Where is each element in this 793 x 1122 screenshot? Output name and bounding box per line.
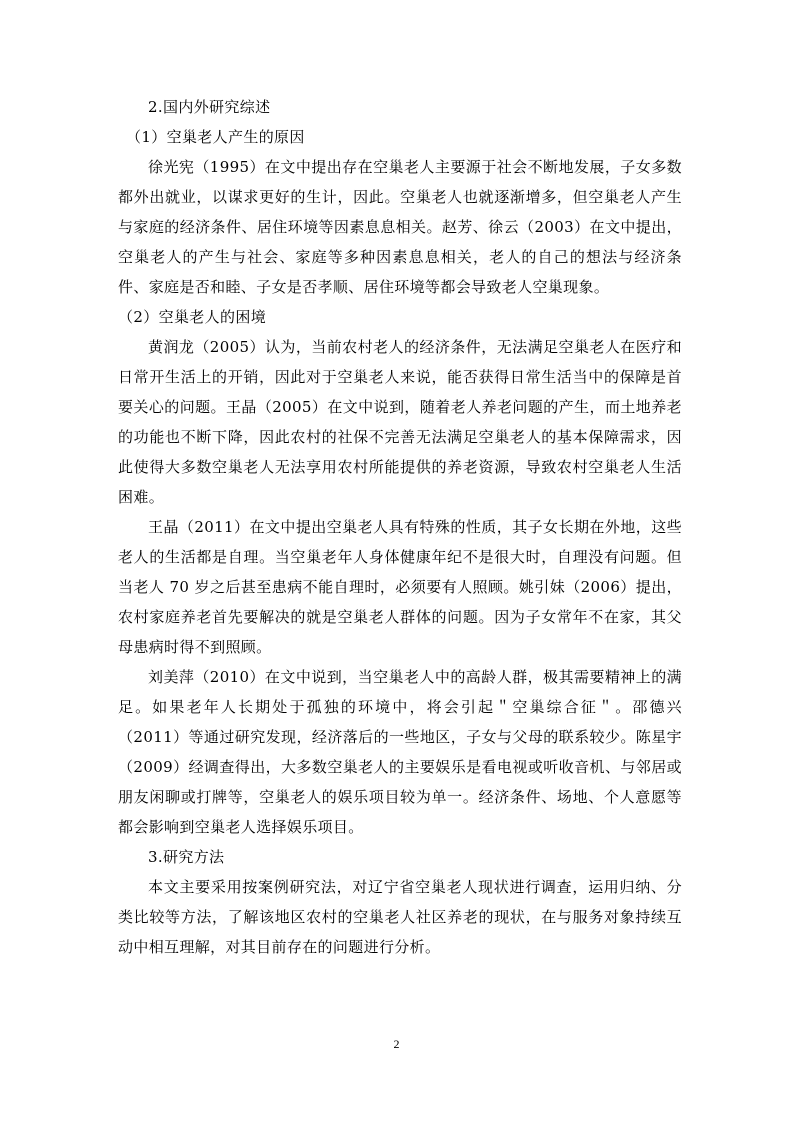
paragraph-economic-difficulty: 黄润龙（2005）认为，当前农村老人的经济条件，无法满足空巢老人在医疗和日常开生活上的开销，因此对于空巢老人来说，能否获得日常生活当中的保障是首要关心的问题。王晶（2005）在文中说到，随着老人养老问题的产生，而土地养老的功能也不断下降，因此农村的社保不完善无法满足空巢老人的基本保障需求，因此使得大多数空巢老人无法享用农村所能提供的养老资源，导致农村空巢老人生活困难。	[118, 338, 682, 506]
paragraph-spiritual-needs: 刘美萍（2010）在文中说到，当空巢老人中的高龄人群，极其需要精神上的满足。如果老年人长期处于孤独的环境中，将会引起＂空巢综合征＂。邵德兴（2011）等通过研究发现，经济落后的一些地区，子女与父母的联系较少。陈星宇（2009）经调查得出，大多数空巢老人的主要娱乐是看电视或听收音机、与邻居或朋友闲聊或打牌等，空巢老人的娱乐项目较为单一。经济条件、场地、个人意愿等都会影响到空巢老人选择娱乐项目。	[118, 668, 682, 836]
page-body	[118, 92, 682, 962]
paragraph-causes: 徐光宪（1995）在文中提出存在空巢老人主要源于社会不断地发展，子女多数都外出就业，以谋求更好的生计，因此。空巢老人也就逐渐增多，但空巢老人产生与家庭的经济条件、居住环境等因素息息相关。赵芳、徐云（2003）在文中提出，空巢老人的产生与社会、家庭等多种因素息息相关，老人的自己的想法与经济条件、家庭是否和睦、子女是否孝顺、居住环境等都会导致老人空巢现象。	[118, 158, 682, 296]
subsection-heading-difficulties: （2）空巢老人的困境	[118, 308, 267, 326]
paragraph-self-care-difficulty: 王晶（2011）在文中提出空巢老人具有特殊的性质，其子女长期在外地，这些老人的生活都是自理。当空巢老年人身体健康年纪不是很大时，自理没有问题。但当老人 70 岁之后甚至患病不能自理时，必须要有人照顾。姚引妹（2006）提出，农村家庭养老首先要解决的就是空巢老人群体的问题。因为子女常年不在家，其父母患病时得不到照顾。	[118, 518, 682, 656]
subsection-heading-causes: （1）空巢老人产生的原因	[126, 128, 305, 146]
paragraph-research-method: 本文主要采用按案例研究法，对辽宁省空巢老人现状进行调查，运用归纳、分类比较等方法，了解该地区农村的空巢老人社区养老的现状，在与服务对象持续互动中相互理解，对其目前存在的问题进行分析。	[118, 878, 682, 956]
section-heading-research-method: 3.研究方法	[148, 848, 225, 866]
section-heading-literature-review: 2.国内外研究综述	[148, 98, 271, 116]
page-number: 2	[393, 1037, 400, 1051]
